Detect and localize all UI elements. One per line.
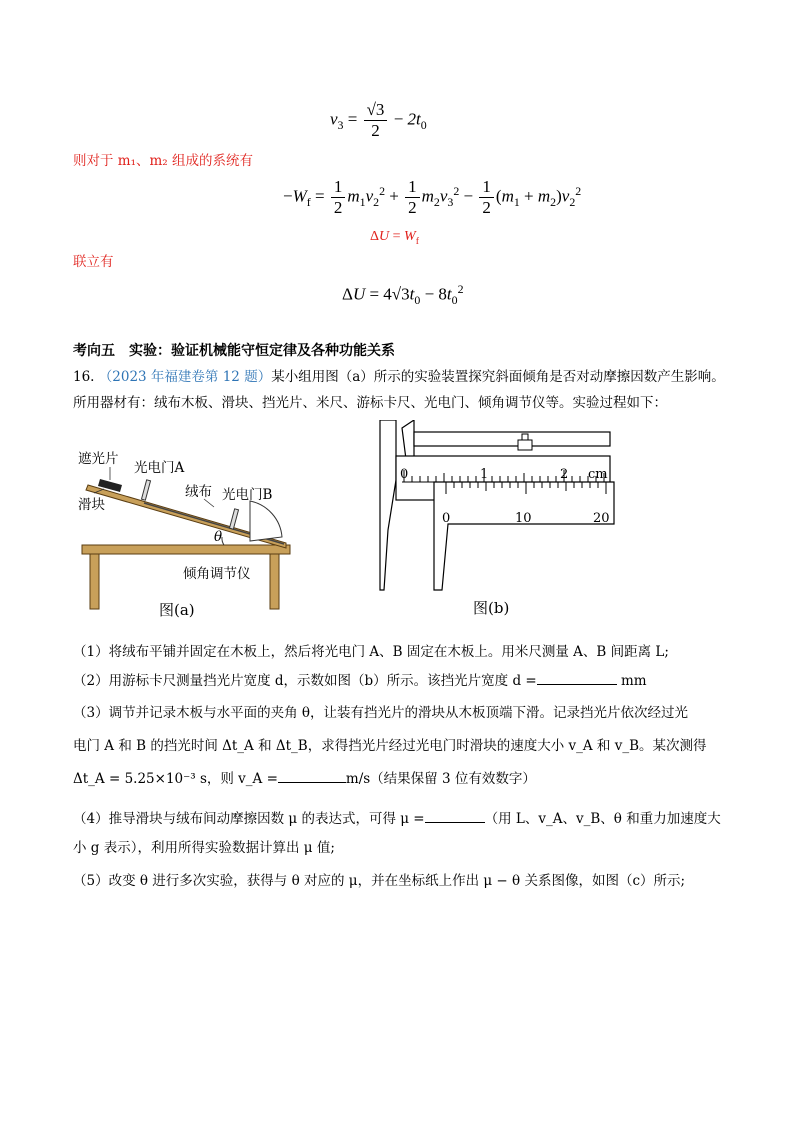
label-adjuster: 倾角调节仪	[183, 566, 251, 582]
step-1: （1）将绒布平铺并固定在木板上，然后将光电门 A、B 固定在木板上。用米尺测量 A、B 间距离 L;	[73, 644, 669, 660]
label-theta: θ	[214, 529, 223, 545]
top-rod	[414, 432, 610, 446]
lock-screw	[518, 440, 532, 450]
question-16-materials: 所用器材有：绒布木板、滑块、挡光片、米尺、游标卡尺、光电门、倾角调节仪等。实验过程如下：	[73, 395, 667, 411]
step-3-line-1: （3）调节并记录木板与水平面的夹角 θ，让装有挡光片的滑块从木板顶端下滑。记录挡光片依次经过光	[73, 705, 689, 721]
blank-va[interactable]	[278, 768, 346, 783]
blank-d[interactable]	[537, 670, 617, 685]
sqrt3: √3	[364, 100, 388, 121]
label-shade: 遮光片	[78, 451, 119, 467]
table-top	[82, 545, 290, 554]
table-leg-left	[90, 554, 99, 609]
step-5: （5）改变 θ 进行多次实验，获得与 θ 对应的 μ，并在坐标纸上作出 μ − θ 关系图像，如图（c）所示;	[73, 873, 686, 889]
label-cloth: 绒布	[185, 484, 212, 500]
main-tick-0: 0	[400, 467, 409, 482]
step-2: （2）用游标卡尺测量挡光片宽度 d，示数如图（b）所示。该挡光片宽度 d = mm	[73, 670, 647, 690]
gate-a	[141, 480, 150, 500]
label-gate-b: 光电门B	[222, 487, 273, 503]
figure-a	[74, 445, 304, 625]
question-source: （2023 年福建卷第 12 题）	[98, 369, 272, 385]
vernier-tick-20: 20	[593, 511, 610, 526]
caption-b: 图(b)	[473, 599, 510, 617]
text-combine: 联立有	[73, 254, 114, 270]
text-system: 则对于 m₁、m₂ 组成的系统有	[73, 153, 254, 169]
step-4-line-1: （4）推导滑块与绒布间动摩擦因数 μ 的表达式，可得 μ = （用 L、v_A、v_B、θ 和重力加速度大	[73, 808, 721, 828]
question-16-intro: 16. （2023 年福建卷第 12 题）某小组用图（a）所示的实验装置探究斜面倾角是否对动摩擦因数产生影响。	[73, 369, 725, 385]
vernier-tick-0: 0	[442, 511, 451, 526]
main-tick-1: 1	[480, 467, 489, 482]
step-3-line-3: Δt_A = 5.25×10⁻³ s，则 v_A = m/s（结果保留 3 位有效数字）	[73, 768, 536, 788]
vernier-slider	[434, 482, 614, 590]
equation-work: $-W_f$ = $\frac{1}{2}$ $m_1v_2^2$ + $\frac{1}{2}$ $m_2v_3^2$ − $\frac{1}{2}$ $(m_1 + m_2)v_2^2$	[283, 177, 582, 217]
label-slider: 滑块	[78, 497, 105, 513]
unit-cm: cm	[588, 467, 608, 482]
caption-a: 图(a)	[159, 601, 195, 619]
step-4-line-2: 小 g 表示），利用所得实验数据计算出 μ 值;	[73, 840, 335, 856]
step-3-line-2: 电门 A 和 B 的挡光时间 Δt_A 和 Δt_B，求得挡光片经过光电门时滑块的速度大小 v_A 和 v_B。某次测得	[73, 738, 707, 754]
section-title: 考向五 实验：验证机械能守恒定律及各种功能关系	[73, 343, 395, 359]
angle-adjuster	[250, 501, 282, 541]
figure-b	[362, 420, 622, 600]
equation-du: $\Delta U = 4√3t_0 - 8t_0^2$	[342, 282, 464, 308]
equation-v3: $v_3$ = $\frac{√3}{2}$ − $2t_0$	[330, 100, 427, 140]
gate-b	[229, 509, 238, 529]
main-tick-2: 2	[560, 467, 569, 482]
vernier-tick-10: 10	[515, 511, 532, 526]
blank-mu[interactable]	[425, 808, 485, 823]
main-jaw	[380, 420, 396, 590]
label-gate-a: 光电门A	[134, 460, 185, 476]
table-leg-right	[270, 554, 279, 609]
equation-du-wf: $\Delta U = W_f$	[370, 229, 419, 247]
